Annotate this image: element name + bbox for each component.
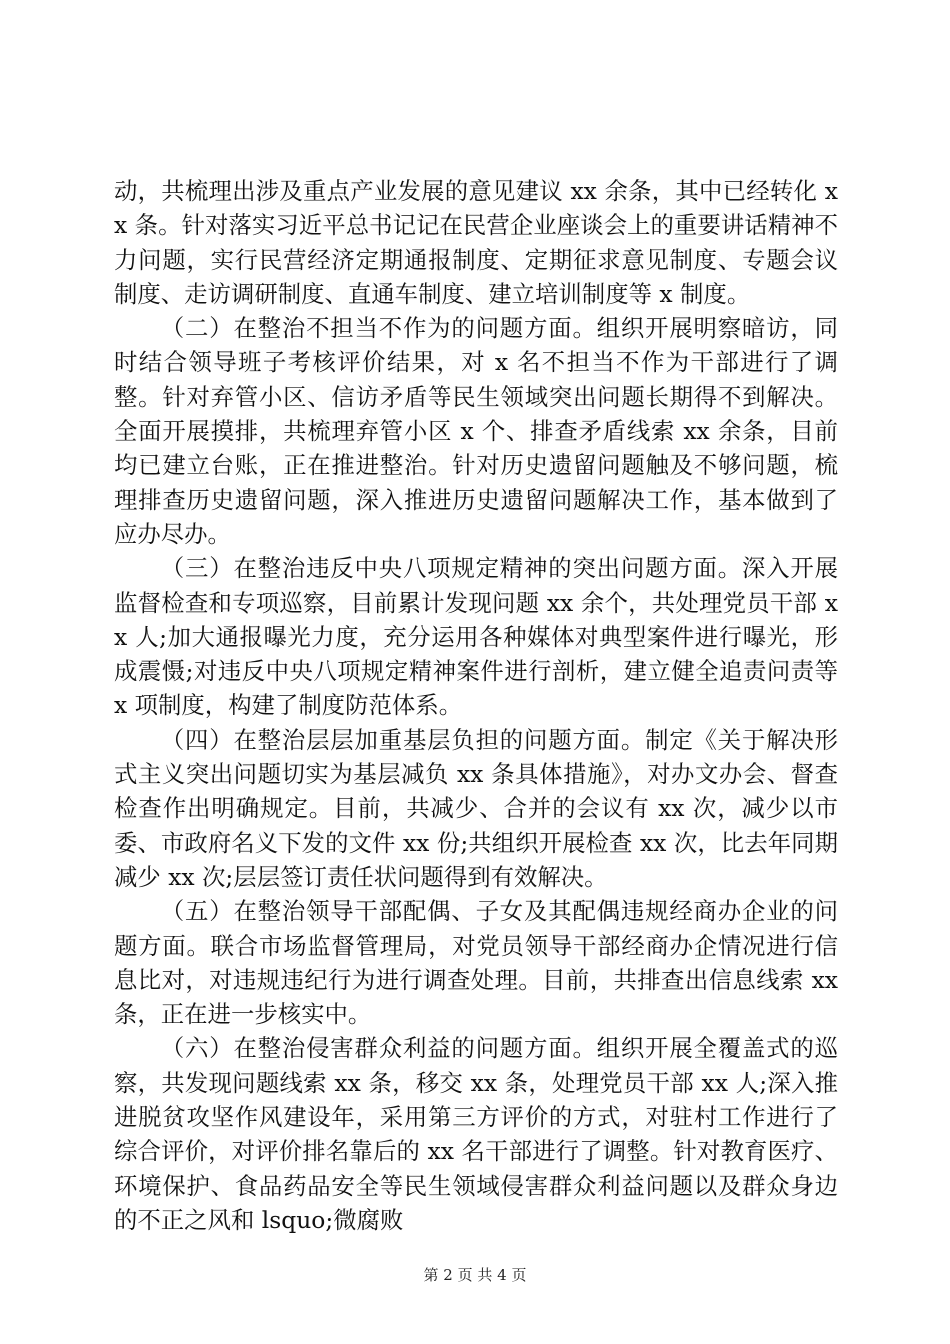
- paragraph-continued: 动，共梳理出涉及重点产业发展的意见建议 xx 余条，其中已经转化 xx 条。针对落实习近平总书记记在民营企业座谈会上的重要讲话精神不力问题，实行民营经济定期通报制度、定期征求意见制度、专题会议制度、走访调研制度、直通车制度、建立培训制度等 x 制度。: [114, 177, 838, 308]
- paragraph-section-2: （二）在整治不担当不作为的问题方面。组织开展明察暗访，同时结合领导班子考核评价结果，对 x 名不担当不作为干部进行了调整。针对弃管小区、信访矛盾等民生领域突出问题长期得不到解决。全面开展摸排，共梳理弃管小区 x 个、排查矛盾线索 xx 余条，目前均已建立台账，正在推进整治。针对历史遗留问题触及不够问题，梳理排查历史遗留问题，深入推进历史遗留问题解决工作，基本做到了应办尽办。: [114, 314, 838, 548]
- paragraph-section-4: （四）在整治层层加重基层负担的问题方面。制定《关于解决形式主义突出问题切实为基层减负 xx 条具体措施》，对办文办会、督查检查作出明确规定。目前，共减少、合并的会议有 xx 次，减少以市委、市政府名义下发的文件 xx 份;共组织开展检查 xx 次，比去年同期减少 xx 次;层层签订责任状问题得到有效解决。: [114, 725, 838, 891]
- paragraph-section-3: （三）在整治违反中央八项规定精神的突出问题方面。深入开展监督检查和专项巡察，目前累计发现问题 xx 余个，共处理党员干部 xx 人;加大通报曝光力度，充分运用各种媒体对典型案件进行曝光，形成震慑;对违反中央八项规定精神案件进行剖析，建立健全追责问责等 x 项制度，构建了制度防范体系。: [114, 554, 838, 720]
- paragraph-section-6: （六）在整治侵害群众利益的问题方面。组织开展全覆盖式的巡察，共发现问题线索 xx 条，移交 xx 条，处理党员干部 xx 人;深入推进脱贫攻坚作风建设年，采用第三方评价的方式，对驻村工作进行了综合评价，对评价排名靠后的 xx 名干部进行了调整。针对教育医疗、环境保护、食品药品安全等民生领域侵害群众利益问题以及群众身边的不正之风和 lsquo;微腐败: [114, 1034, 838, 1234]
- document-body: [114, 174, 838, 1237]
- paragraph-section-5: （五）在整治领导干部配偶、子女及其配偶违规经商办企业的问题方面。联合市场监督管理局，对党员领导干部经商办企情况进行信息比对，对违规违纪行为进行调查处理。目前，共排查出信息线索 xx 条，正在进一步核实中。: [114, 897, 838, 1029]
- page-footer: 第 2 页 共 4 页: [423, 1266, 527, 1284]
